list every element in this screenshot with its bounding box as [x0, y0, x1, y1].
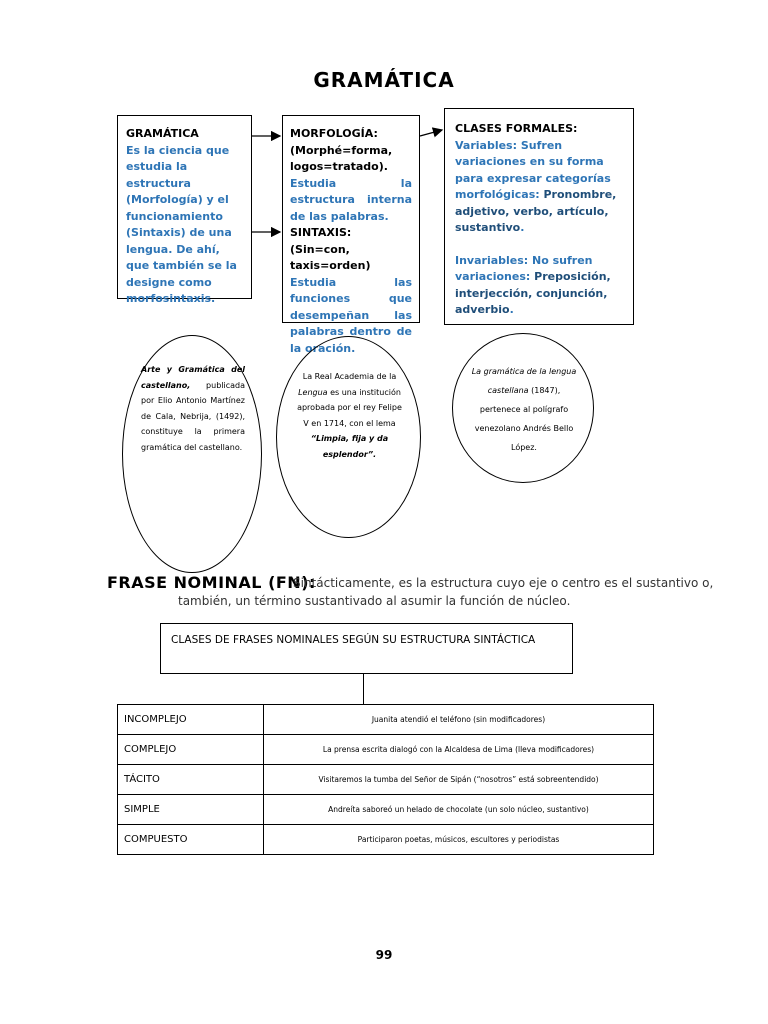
ellipse-rae	[276, 336, 421, 538]
frase-nominal-desc-1: Sintácticamente, es la estructura cuyo eje o centro es el sustantivo o,	[293, 576, 714, 590]
example-cell: Visitaremos la tumba del Señor de Sipán (“nosotros” está sobreentendido)	[264, 765, 654, 795]
morfologia-text: Estudia la estructura interna de las palabras.	[290, 176, 412, 223]
type-cell: SIMPLE	[118, 795, 264, 825]
example-cell: La prensa escrita dialogó con la Alcaldesa de Lima (lleva modificadores)	[264, 735, 654, 765]
invariables-text: No sufren variaciones:	[455, 253, 593, 283]
gramatica-text: Es la ciencia que estudia la estructura (Morfología) y el funcionamiento (Sintaxis) de una lengua	[126, 143, 232, 256]
type-cell: INCOMPLEJO	[118, 705, 264, 735]
example-cell: Andreíta saboreó un helado de chocolate (un solo núcleo, sustantivo)	[264, 795, 654, 825]
example-cell: Juanita atendió el teléfono (sin modificadores)	[264, 705, 654, 735]
rae-motto: “Limpia, fija y da esplendor”.	[310, 434, 389, 459]
sintaxis-text: Estudia las funciones que desempeñan las palabras dentro de la oración.	[290, 275, 412, 355]
table-row	[118, 825, 654, 855]
connector-line	[363, 674, 364, 704]
clases-frases-heading: CLASES DE FRASES NOMINALES SEGÚN SU ESTRUCTURA SINTÁCTICA	[171, 634, 536, 646]
table-row	[118, 765, 654, 795]
variables-paragraph: Variables: Sufren variaciones en su forma para expresar categorías morfológicas: Pronombre, adjetivo, verbo, artículo, sustantivo.	[455, 138, 617, 234]
morfologia-heading: MORFOLOGÍA:	[290, 127, 378, 140]
clases-heading: CLASES FORMALES:	[455, 122, 578, 135]
type-cell: COMPLEJO	[118, 735, 264, 765]
invariables-paragraph: Invariables: No sufren variaciones: Preposición, interjección, conjunción, adverbio.	[455, 253, 611, 316]
type-cell: TÁCITO	[118, 765, 264, 795]
frase-nominal-desc-2: también, un término sustantivado al asumir la función de núcleo.	[178, 594, 571, 608]
table-row	[118, 795, 654, 825]
bello-text: (1847), pertenece al polígrafo venezolano Andrés Bello López.	[474, 386, 574, 452]
table-row	[118, 705, 654, 735]
clases-table	[117, 704, 654, 855]
rae-text-a: La Real Academia de la	[302, 372, 397, 381]
gramatica-heading: GRAMÁTICA	[126, 127, 199, 140]
example-cell: Participaron poetas, músicos, escultores y periodistas	[264, 825, 654, 855]
sintaxis-heading: SINTAXIS: (Sin=con, taxis=orden)	[290, 226, 371, 272]
clases-frases-heading-box	[160, 623, 573, 674]
ellipse-bello	[452, 333, 594, 483]
morfologia-etymology: (Morphé=forma, logos=tratado).	[290, 143, 393, 173]
bello-title: La gramática de la lengua castellana	[471, 367, 577, 395]
variables-label: Variables:	[455, 138, 518, 152]
variables-text: Sufren variaciones en su forma para expresar categorías morfológicas:	[455, 138, 611, 201]
nebrija-title: Arte y Gramática del castellano,	[141, 365, 245, 390]
frase-nominal-title: FRASE NOMINAL (FN):	[107, 573, 316, 592]
type-cell: COMPUESTO	[118, 825, 264, 855]
page-number: 99	[375, 948, 393, 962]
rae-text-b: es una institución aprobada por el rey Felipe V en 1714, con el lema	[297, 387, 402, 428]
invariables-label: Invariables:	[455, 253, 529, 267]
variables-list: Pronombre, adjetivo, verbo, artículo, sustantivo	[455, 188, 617, 234]
gramatica-text-2: . De ahí, que también se la designe como morfosintaxis.	[126, 242, 237, 305]
rae-lengua: Lengua	[298, 387, 328, 397]
table-row	[118, 735, 654, 765]
arrow-to-clases	[420, 130, 442, 136]
ellipse-nebrija	[122, 335, 262, 573]
nebrija-text: publicada por Elio Antonio Martínez de Cala, Nebrija, (1492), constituye la primera gramática del castellano.	[141, 380, 245, 452]
page-title: GRAMÁTICA	[313, 68, 455, 92]
invariables-list: Preposición, interjección, conjunción, adverbio	[455, 270, 611, 316]
